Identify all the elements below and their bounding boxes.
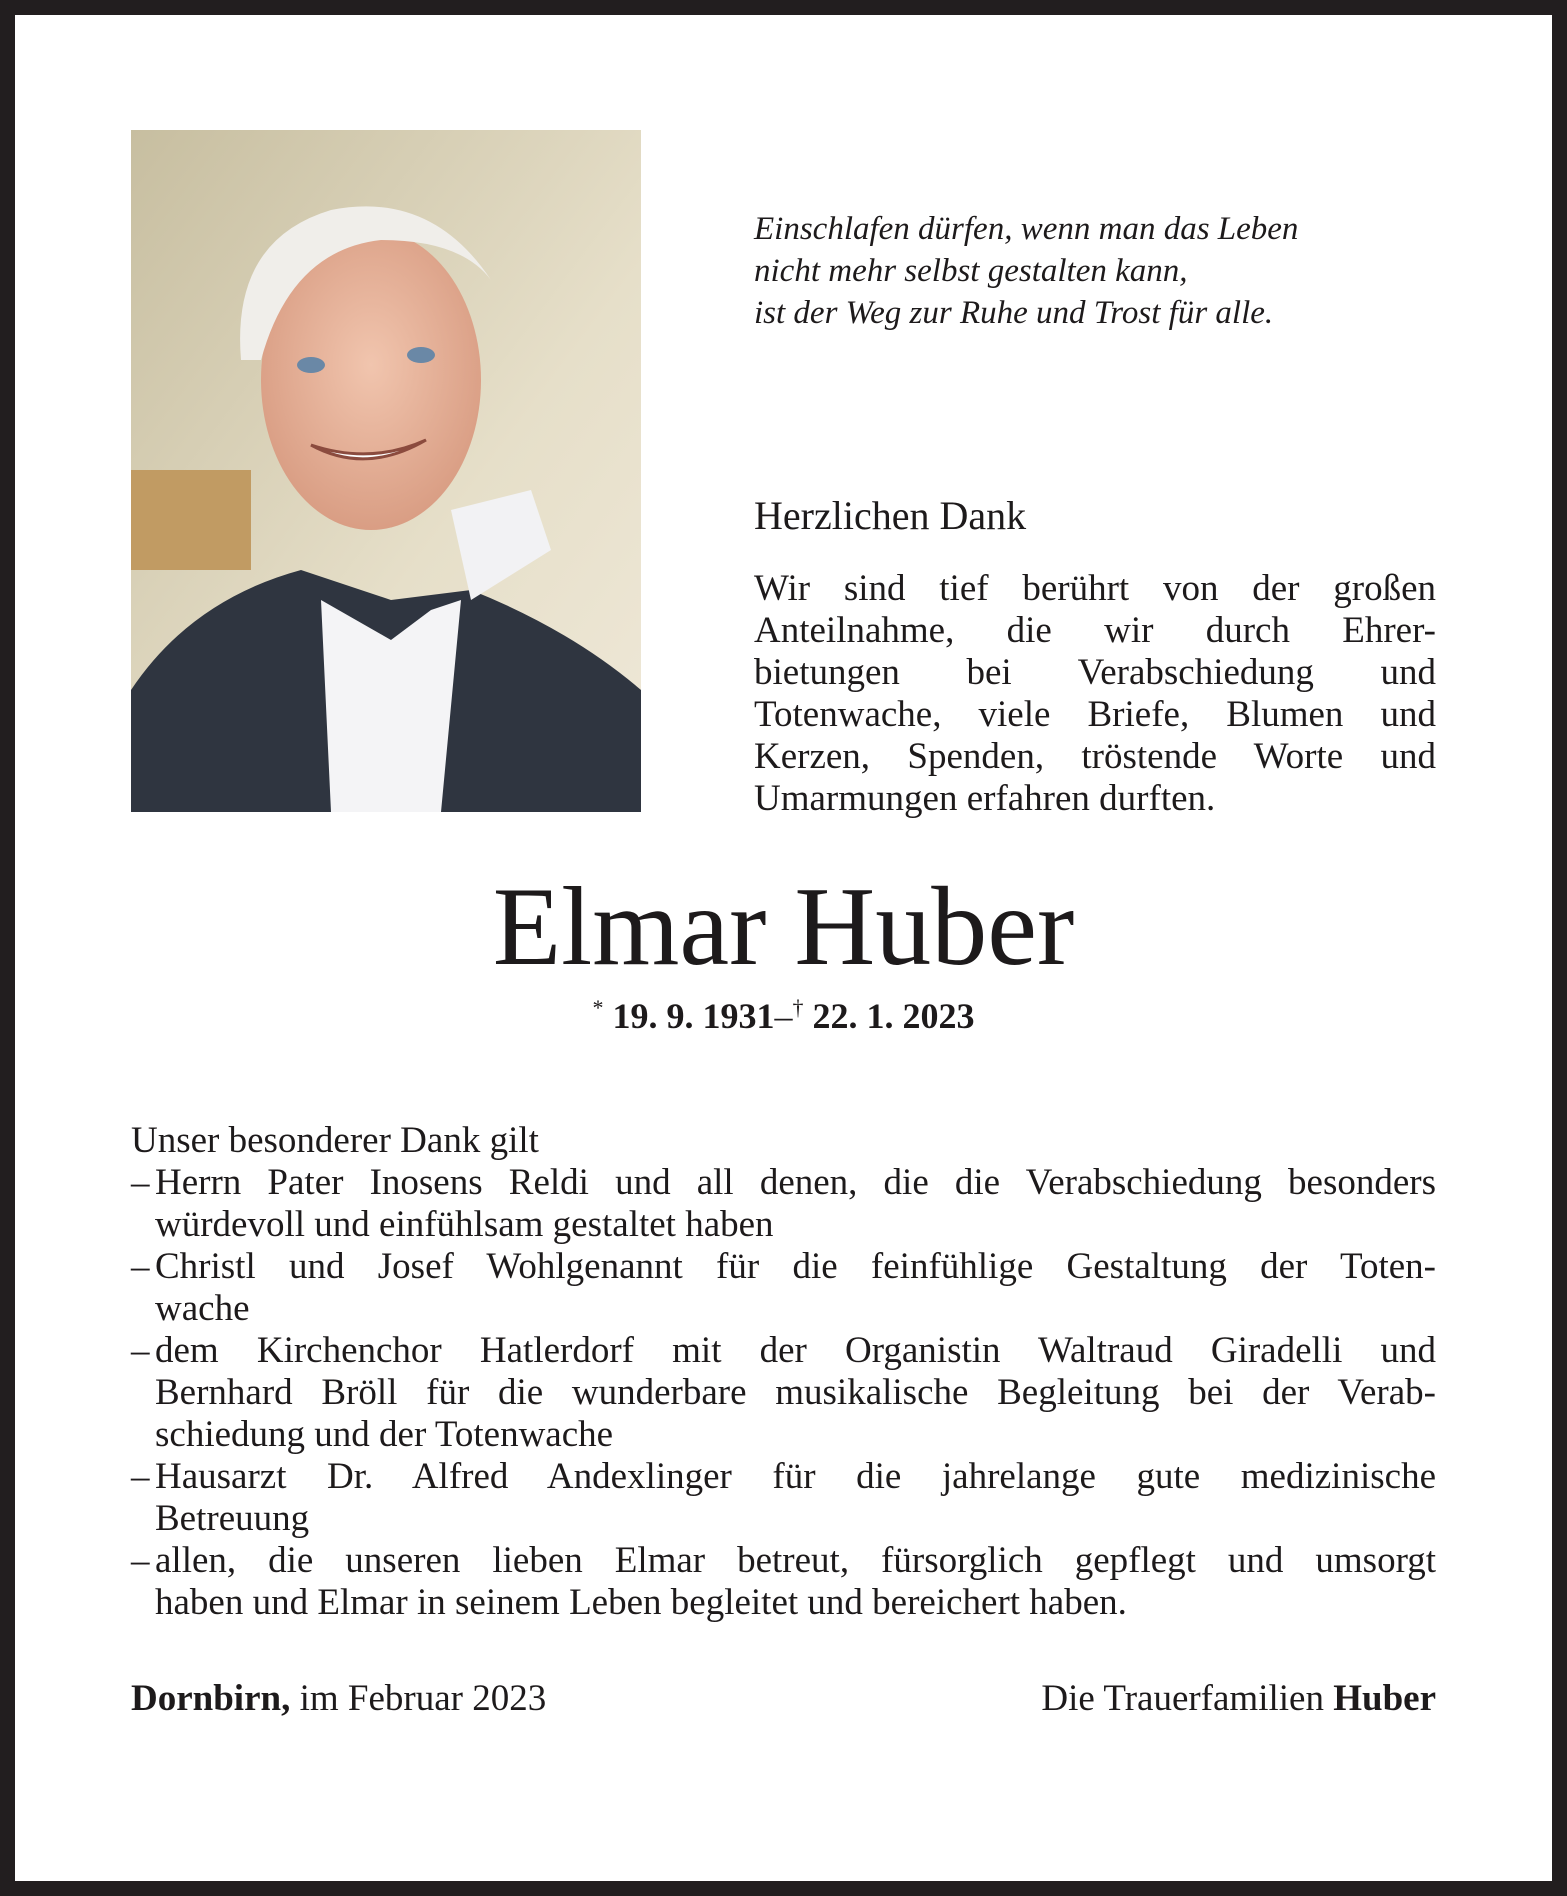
paragraph-line: Umarmungen erfahren durften. [754,778,1216,819]
death-symbol: † [792,995,804,1020]
death-date: 22. 1. 2023 [812,996,975,1036]
paragraph-line: Wir sind tief berührt von der großen [754,568,1436,609]
item-line: wache [155,1288,250,1329]
acknowledgements [131,1120,1436,1624]
place-date [131,1677,546,1720]
dash: – [131,1246,150,1287]
paragraph-line: Anteilnahme, die wir durch Ehrer- [754,610,1436,651]
item-line: Bernhard Bröll für die wunderbare musikalische Begleitung bei der Verab- [155,1372,1436,1413]
dash: – [131,1540,150,1581]
family-name: Huber [1333,1678,1436,1719]
list-item [131,1540,1436,1624]
quote-line: nicht mehr selbst gestalten kann, [754,253,1188,289]
dash: – [131,1456,150,1497]
life-dates [0,995,1567,1037]
list-item [131,1330,1436,1456]
date: im Februar 2023 [290,1678,547,1719]
list-item [131,1246,1436,1330]
family-prefix: Die Trauerfamilien [1041,1678,1334,1719]
portrait-photo [131,130,641,812]
item-line: würdevoll und einfühlsam gestaltet haben [155,1204,774,1245]
list-item [131,1456,1436,1540]
item-line: schiedung und der Totenwache [155,1414,614,1455]
deceased-name: Elmar Huber [492,865,1075,989]
item-line: haben und Elmar in seinem Leben begleitet und bereichert haben. [155,1582,1127,1623]
dash: – [131,1330,150,1371]
thanks-heading: Herzlichen Dank [754,493,1027,538]
item-line: Hausarzt Dr. Alfred Andexlinger für die jahrelange gute medizinische [155,1456,1436,1497]
item-line: dem Kirchenchor Hatlerdorf mit der Organistin Waltraud Giradelli und [155,1330,1436,1371]
date-separator: – [774,996,793,1036]
footer [131,1677,1436,1720]
dash: – [131,1162,150,1203]
item-line: Herrn Pater Inosens Reldi und all denen, die die Verabschiedung besonders [155,1162,1436,1203]
paragraph-line: Totenwache, viele Briefe, Blumen und [754,694,1436,735]
birth-symbol: * [592,995,604,1020]
acknowledgements-intro: Unser besonderer Dank gilt [131,1120,539,1161]
signature [1041,1677,1436,1720]
quote-line: Einschlafen dürfen, wenn man das Leben [754,211,1299,247]
list-item [131,1162,1436,1246]
paragraph-line: Kerzen, Spenden, tröstende Worte und [754,736,1436,777]
item-line: Christl und Josef Wohlgenannt für die feinfühlige Gestaltung der Toten- [155,1246,1436,1287]
quote [754,208,1298,334]
thanks-paragraph [754,568,1436,820]
item-line: allen, die unseren lieben Elmar betreut, fürsorglich gepflegt und umsorgt [155,1540,1436,1581]
quote-line: ist der Weg zur Ruhe und Trost für alle. [754,295,1274,331]
paragraph-line: bietungen bei Verabschiedung und [754,652,1436,693]
item-line: Betreuung [155,1498,310,1539]
place: Dornbirn, [131,1678,291,1719]
birth-date: 19. 9. 1931 [612,996,775,1036]
